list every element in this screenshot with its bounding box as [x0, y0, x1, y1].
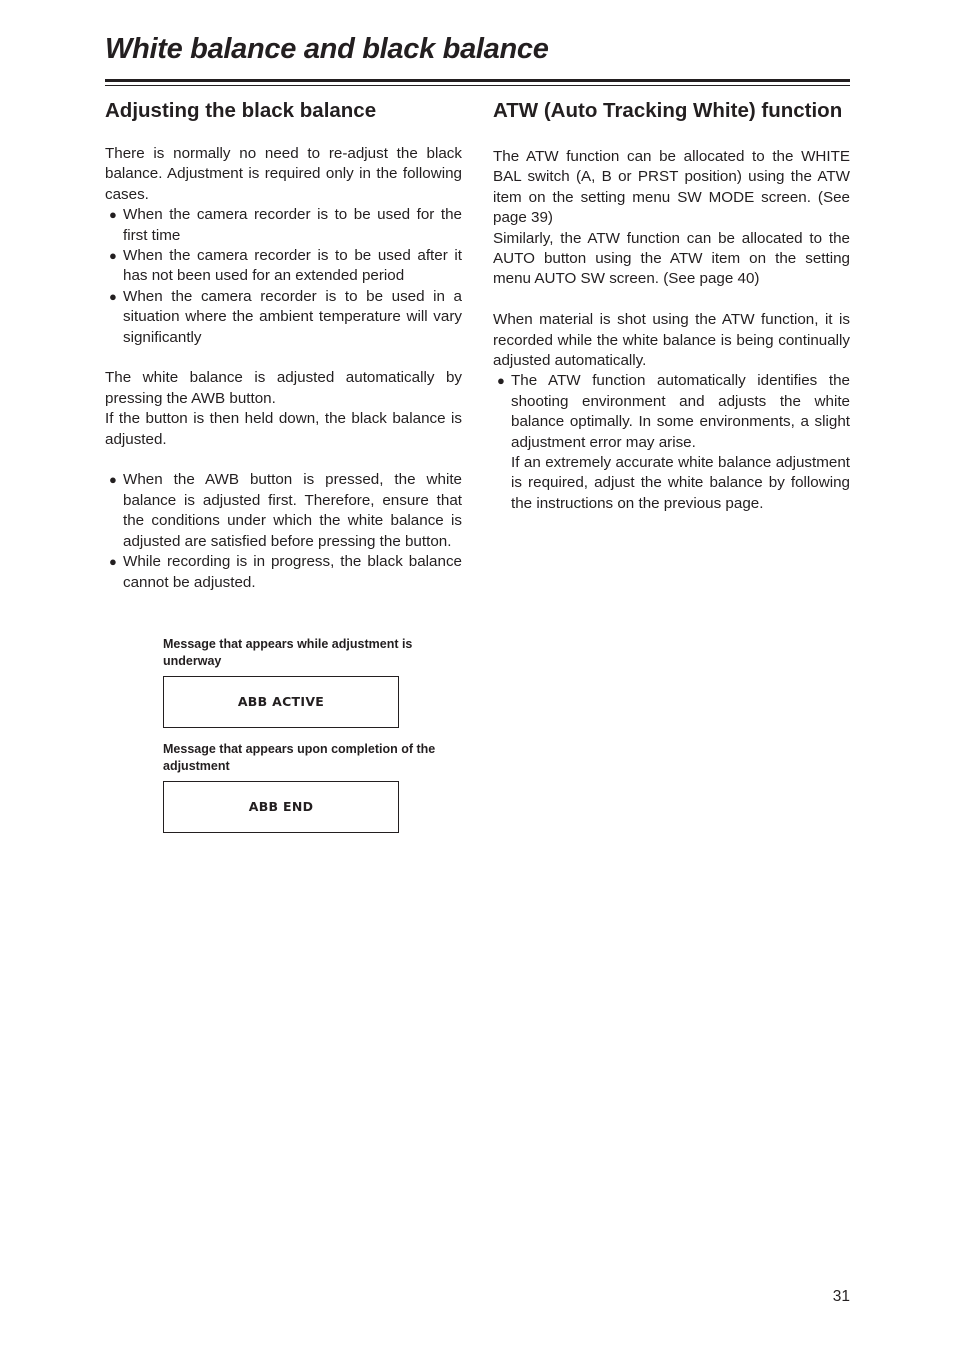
viewfinder-message-display: ABB END — [163, 781, 399, 833]
title-rule-thin — [105, 85, 850, 86]
bullet-icon: ● — [497, 373, 505, 389]
message-caption: Message that appears while adjustment is underway — [163, 637, 413, 668]
bullet-icon: ● — [109, 472, 117, 488]
message-end-block — [163, 741, 463, 833]
black-balance-cases-list — [105, 205, 462, 348]
list-item-text: When the camera recorder is to be used after it has not been used for an extended period — [123, 247, 462, 285]
list-item — [105, 246, 462, 287]
viewfinder-message-display: ABB ACTIVE — [163, 676, 399, 728]
atw-note-continuation: If an extremely accurate white balance adjustment is required, adjust the white balance by following the instructions on the previous page. — [511, 454, 850, 512]
list-item — [493, 371, 850, 453]
list-item — [105, 205, 462, 246]
message-active-block — [163, 636, 463, 728]
procedure-hold-down: If the button is then held down, the black balance is adjusted. — [105, 410, 462, 448]
list-item-text: The ATW function automatically identifies the shooting environment and adjusts the white balance optimally. In some environments, a slight adjustment error may arise. — [511, 372, 850, 451]
atw-notes-list — [493, 371, 850, 453]
black-balance-notes-list — [105, 470, 462, 592]
list-item — [105, 287, 462, 348]
list-item-text: When the AWB button is pressed, the white balance is adjusted first. Therefore, ensure that the conditions under which the white balance is adjusted are satisfied before pressing the button. — [123, 471, 462, 550]
right-column — [493, 98, 850, 514]
left-column — [105, 98, 462, 593]
list-item-text: When the camera recorder is to be used in a situation where the ambient temperature will vary significantly — [123, 287, 462, 346]
list-item — [105, 552, 462, 593]
list-item-text: When the camera recorder is to be used for the first time — [123, 206, 462, 244]
bullet-icon: ● — [109, 207, 117, 223]
atw-para-switch: The ATW function can be allocated to the WHITE BAL switch (A, B or PRST position) using the ATW item on the setting menu SW MODE screen. (See page 39) — [493, 148, 850, 227]
list-item-text: While recording is in progress, the black balance cannot be adjusted. — [123, 553, 462, 591]
section-heading-atw: ATW (Auto Tracking White) function — [493, 99, 843, 122]
atw-para-auto-button: Similarly, the ATW function can be allocated to the AUTO button using the ATW item on the setting menu AUTO SW screen. (See page 40) — [493, 229, 850, 288]
procedure-awb-press: The white balance is adjusted automatically by pressing the AWB button. — [105, 369, 462, 407]
title-rule-thick — [105, 79, 850, 82]
list-item — [105, 470, 462, 552]
page-number: 31 — [832, 1288, 850, 1305]
section-heading-black-balance: Adjusting the black balance — [105, 99, 377, 122]
bullet-icon: ● — [109, 554, 117, 570]
black-balance-intro: There is normally no need to re-adjust the black balance. Adjustment is required only in the following cases. — [105, 145, 462, 203]
bullet-icon: ● — [109, 248, 117, 264]
page-title: White balance and black balance — [105, 33, 549, 65]
message-caption: Message that appears upon completion of the adjustment — [163, 742, 436, 773]
bullet-icon: ● — [109, 288, 117, 304]
atw-para-recording: When material is shot using the ATW function, it is recorded while the white balance is being continually adjusted automatically. — [493, 311, 850, 370]
